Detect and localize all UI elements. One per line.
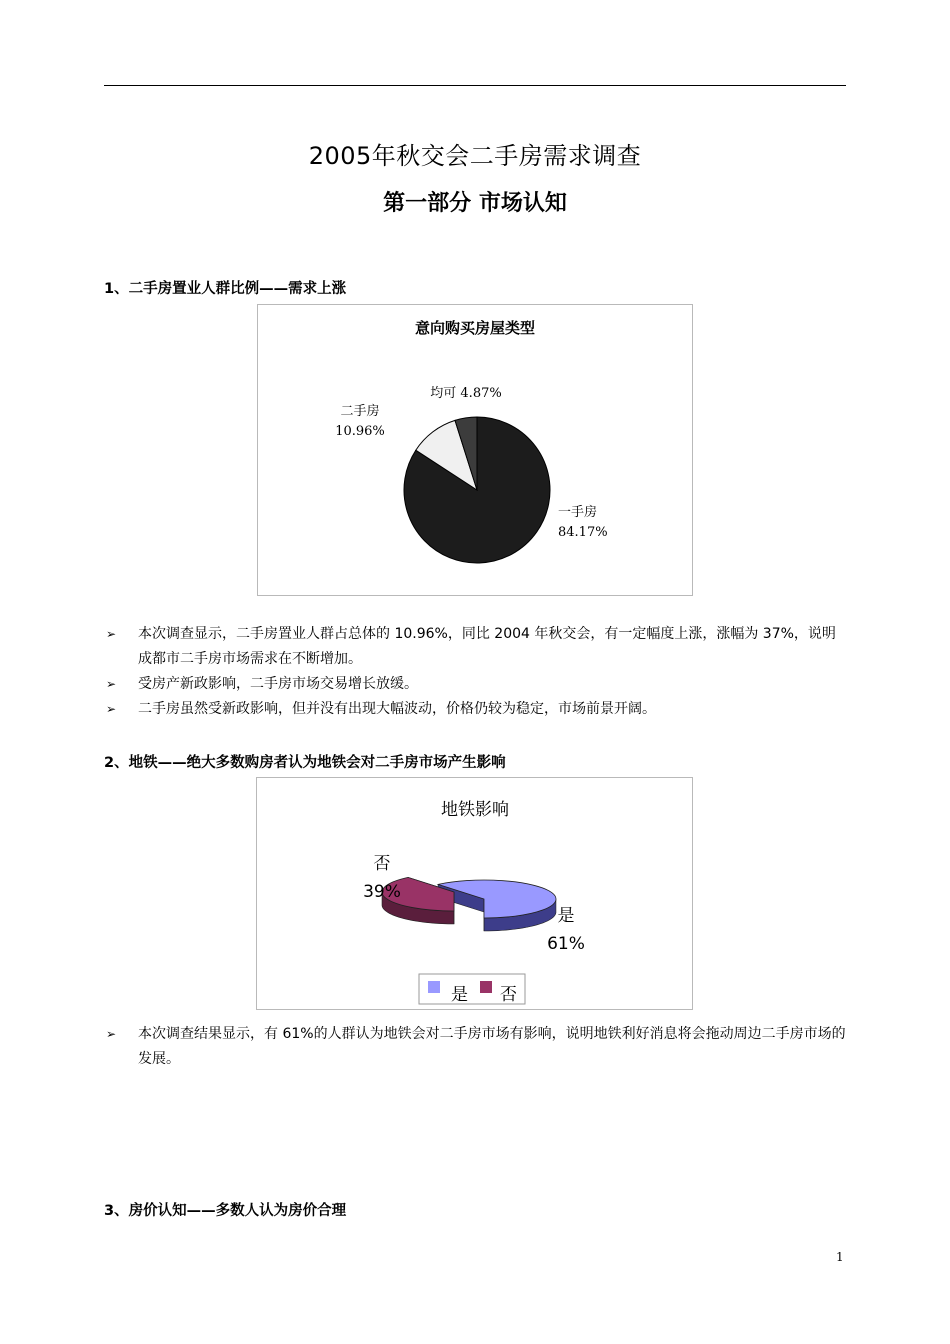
chart-title: 意向购买房屋类型 [414,319,536,337]
pie-chart-subway-impact-svg [257,778,692,1009]
pie-chart-subway-impact [256,777,693,1010]
arrow-bullet-icon: ➢ [106,627,117,641]
data-label-1: 二手房 10.96% [335,404,385,439]
list-item [104,1022,849,1072]
bullet-text: 本次调查结果显示，有 61%的人群认为地铁会对二手房市场有影响，说明地铁利好消息将会拖动周边二手房市场的发展。 [138,1026,846,1067]
list-item [104,672,849,697]
arrow-bullet-icon: ➢ [106,677,117,691]
chart-legend [419,974,525,1005]
arrow-bullet-icon: ➢ [106,1027,117,1041]
legend-label-yes: 是 [451,985,468,1005]
data-label-no: 否 39% [363,854,401,902]
arrow-bullet-icon: ➢ [106,702,117,716]
section-3-heading: 3、房价认知——多数人认为房价合理 [104,1203,347,1219]
section-2-heading: 2、地铁——绝大多数购房者认为地铁会对二手房市场产生影响 [104,755,506,771]
section-1-heading: 1、二手房置业人群比例——需求上涨 [104,281,347,297]
pie-chart-house-type-svg [258,305,692,595]
header-rule [104,85,846,86]
list-item [104,697,849,722]
legend-swatch-yes [428,981,440,993]
data-label-yes: 是 61% [547,906,585,954]
section-1-bullets [104,622,849,722]
data-label-2: 均可 4.87% [430,386,502,401]
bullet-text: 受房产新政影响，二手房市场交易增长放缓。 [138,676,418,692]
data-label-0: 一手房 84.17% [558,505,608,540]
bullet-text: 本次调查显示，二手房置业人群占总体的 10.96%，同比 2004 年秋交会，有一定幅度上涨，涨幅为 37%，说明成都市二手房市场需求在不断增加。 [138,626,836,667]
legend-swatch-no [480,981,492,993]
section-2-bullets [104,1022,849,1072]
bullet-text: 二手房虽然受新政影响，但并没有出现大幅波动，价格仍较为稳定，市场前景开阔。 [138,701,656,717]
list-item [104,622,849,672]
legend-label-no: 否 [500,985,517,1005]
document-subtitle: 第一部分 市场认知 [383,191,567,216]
document-title: 2005年秋交会二手房需求调查 [308,142,642,170]
chart-title: 地铁影响 [441,800,509,820]
pie-slice-yes [438,880,556,931]
page-number: 1 [836,1250,844,1264]
pie-chart-house-type [257,304,693,596]
